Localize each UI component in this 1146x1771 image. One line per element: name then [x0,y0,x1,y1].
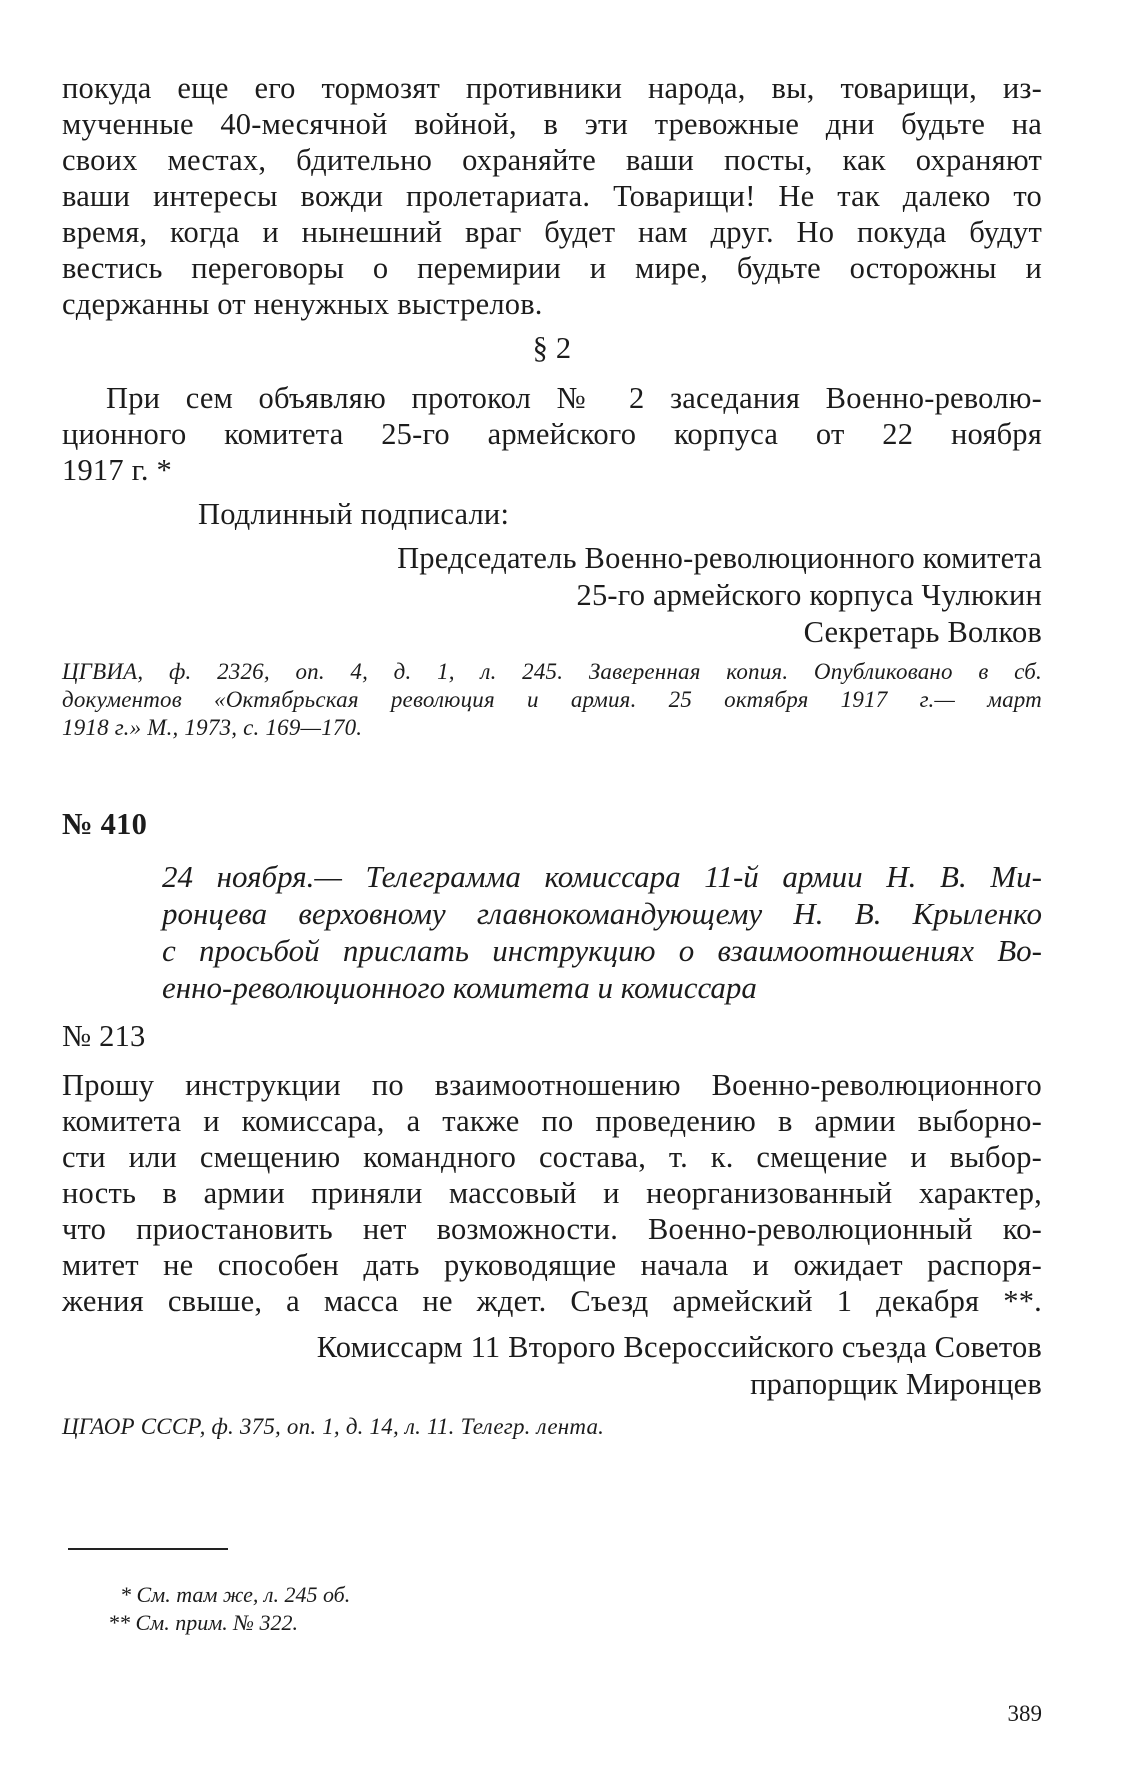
footnote-divider [68,1548,228,1550]
text-line: вестись переговоры о перемирии и мире, будьте осторожны и [62,251,1042,285]
document-title-line: 24 ноября.— Телеграмма комиссара 11-й армии Н. В. Ми- [162,859,1042,894]
footnote: ** См. прим. № 322. [108,1610,298,1635]
text-line: комитета и комиссара, а также по проведению в армии выборно- [62,1104,1042,1138]
signature-line: 25-го армейского корпуса Чулюкин [576,578,1042,612]
text-line: митет не способен дать руководящие начала и ожидает распоря- [62,1248,1042,1282]
signed-label: Подлинный подписали: [198,497,510,531]
text-line: мученные 40-месячной войной, в эти тревожные дни будьте на [62,107,1042,141]
source-citation-line: документов «Октябрьская революция и армия. 25 октября 1917 г.— март [62,687,1042,712]
source-citation-line: ЦГВИА, ф. 2326, оп. 4, д. 1, л. 245. Заверенная копия. Опубликовано в сб. [62,659,1042,684]
text-line: При сем объявляю протокол № 2 заседания Военно-револю- [106,381,1042,415]
text-line: покуда еще его тормозят противники народа, вы, товарищи, из- [62,71,1042,105]
text-line: что приостановить нет возможности. Военно-революционный ко- [62,1212,1042,1246]
text-line: 1917 г. * [62,453,172,487]
section-heading: § 2 [532,331,572,365]
document-title-line: ронцева верховному главнокомандующему Н. В. Крыленко [162,896,1042,931]
signature-line: Секретарь Волков [803,615,1042,649]
signature-line: Комиссарм 11 Второго Всероссийского съезда Советов [316,1330,1042,1364]
document-title-line: с просьбой прислать инструкцию о взаимоотношениях Во- [162,933,1042,968]
page-number: 389 [1007,1701,1042,1726]
source-citation-line: 1918 г.» М., 1973, с. 169—170. [62,715,363,740]
text-line: жения свыше, а масса не ждет. Съезд армейский 1 декабря **. [62,1284,1042,1318]
source-citation: ЦГАОР СССР, ф. 375, оп. 1, д. 14, л. 11. Телегр. лента. [62,1414,605,1439]
document-number: № 410 [62,807,148,841]
signature-line: Председатель Военно-революционного комитета [397,541,1042,575]
text-line: ваши интересы вожди пролетариата. Товарищи! Не так далеко то [62,179,1042,213]
signature-line: прапорщик Миронцев [750,1367,1042,1401]
text-line: сдержанны от ненужных выстрелов. [62,287,543,321]
text-line: ционного комитета 25-го армейского корпуса от 22 ноября [62,417,1042,451]
text-line: сти или смещению командного состава, т. к. смещение и выбор- [62,1140,1042,1174]
text-line: своих местах, бдительно охраняйте ваши посты, как охраняют [62,143,1042,177]
text-line: Прошу инструкции по взаимоотношению Военно-революционного [62,1068,1042,1102]
text-line: ность в армии приняли массовый и неорганизованный характер, [62,1176,1042,1210]
footnote: * См. там же, л. 245 об. [120,1582,351,1607]
telegram-number: № 213 [62,1019,146,1053]
document-title-line: енно-революционного комитета и комиссара [162,970,757,1005]
text-line: время, когда и нынешний враг будет нам друг. Но покуда будут [62,215,1042,249]
